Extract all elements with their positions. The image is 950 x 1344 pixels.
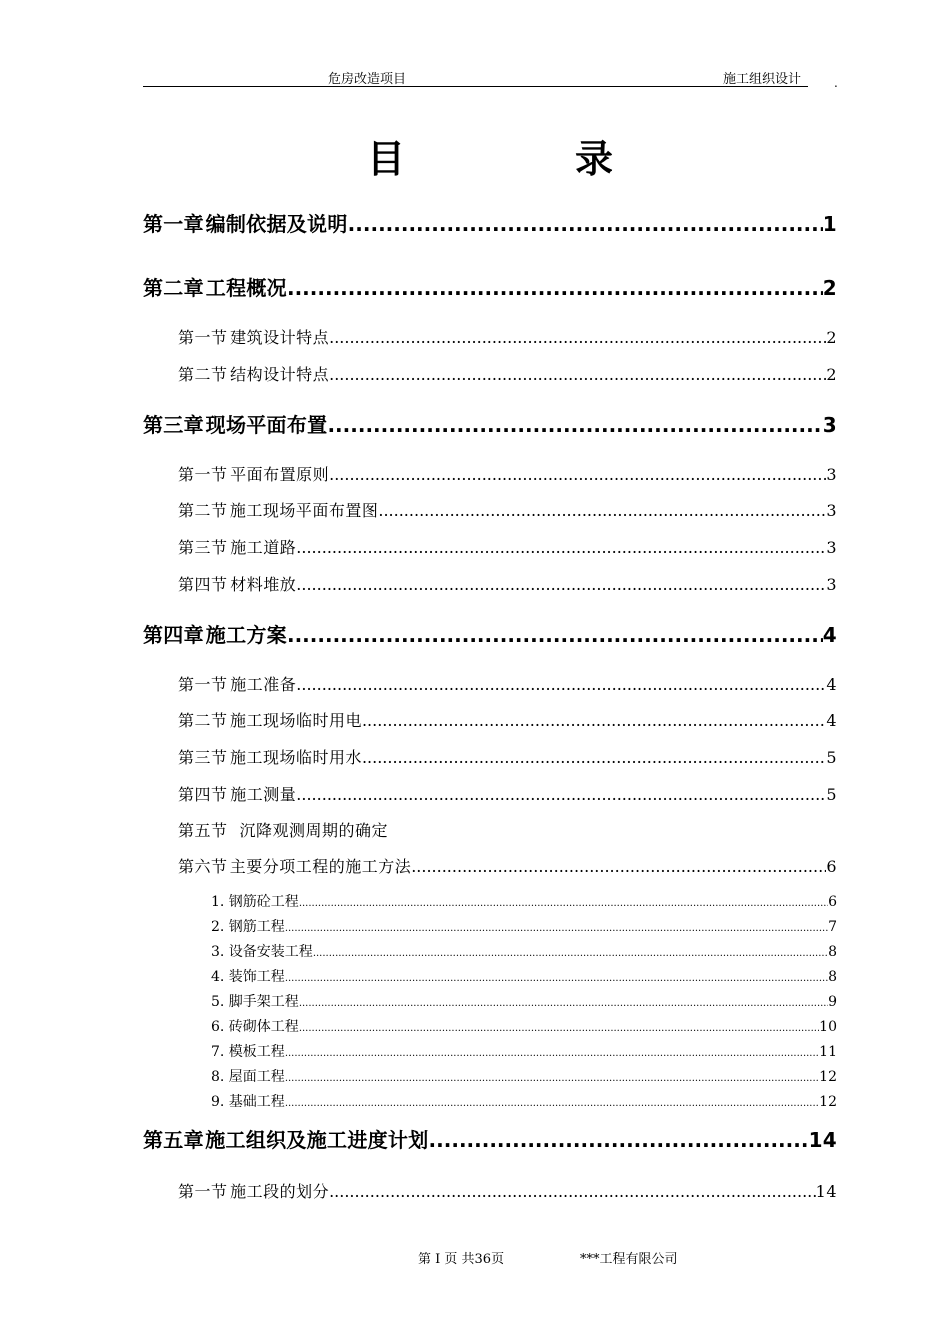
toc-chapter-4[interactable] — [143, 619, 837, 648]
toc-chapter-2[interactable] — [143, 272, 837, 301]
item-page-number: 10 — [819, 1019, 837, 1035]
toc-item[interactable] — [211, 1091, 837, 1111]
item-title: 8. 屋面工程 — [211, 1069, 285, 1085]
section-label: 第一节 — [178, 1182, 228, 1201]
dot-leader — [329, 1182, 816, 1201]
item-page-number: 7 — [828, 919, 837, 935]
section-title: 施工现场临时用水 — [229, 748, 362, 767]
dot-leader — [299, 1023, 819, 1034]
section-label: 第五节 — [178, 821, 228, 840]
item-page-number: 11 — [819, 1044, 837, 1060]
section-page-number: 2 — [826, 328, 837, 347]
header-rule — [143, 86, 808, 87]
dot-leader — [285, 923, 828, 934]
toc-section[interactable] — [178, 672, 837, 695]
section-title: 施工测量 — [230, 785, 297, 804]
toc-chapter-1[interactable] — [143, 208, 837, 237]
toc-section[interactable] — [178, 325, 837, 348]
section-page-number: 5 — [826, 785, 837, 804]
chapter-page-number: 2 — [822, 276, 837, 300]
section-label: 第二节 — [178, 365, 228, 384]
dot-leader — [296, 538, 826, 557]
dot-leader — [285, 1048, 819, 1059]
chapter-label: 第一章 — [143, 212, 204, 236]
dot-leader — [313, 948, 828, 959]
chapter-label: 第四章 — [143, 623, 204, 647]
item-title: 7. 模板工程 — [211, 1044, 285, 1060]
footer-company: ***工程有限公司 — [580, 1252, 678, 1267]
section-page-number: 3 — [826, 575, 837, 594]
chapter-label: 第五章 — [143, 1128, 204, 1152]
toc-title-char-2: 录 — [575, 137, 614, 181]
section-title: 平面布置原则 — [230, 465, 330, 484]
section-page-number: 3 — [826, 501, 837, 520]
dot-leader — [296, 675, 826, 694]
toc-section[interactable] — [178, 1179, 837, 1202]
section-title: 建筑设计特点 — [230, 328, 330, 347]
chapter-page-number: 4 — [822, 623, 837, 647]
dot-leader — [411, 857, 826, 876]
toc-chapter-3[interactable] — [143, 409, 837, 438]
section-page-number: 3 — [826, 538, 837, 557]
chapter-title: 施工方案 — [205, 623, 287, 647]
section-page-number: 3 — [826, 465, 837, 484]
item-title: 9. 基础工程 — [211, 1094, 285, 1110]
item-page-number: 8 — [828, 969, 837, 985]
dot-leader — [362, 711, 826, 730]
section-label: 第一节 — [178, 328, 228, 347]
dot-leader — [348, 212, 823, 236]
dot-leader — [329, 465, 826, 484]
section-title: 施工现场平面布置图 — [229, 501, 379, 520]
toc-section[interactable] — [178, 745, 837, 768]
section-label: 第三节 — [178, 748, 228, 767]
section-label: 第三节 — [178, 538, 228, 557]
section-title: 施工道路 — [230, 538, 297, 557]
chapter-page-number: 3 — [822, 413, 837, 437]
toc-section[interactable] — [178, 498, 837, 521]
section-page-number: 4 — [826, 711, 837, 730]
section-title: 结构设计特点 — [230, 365, 330, 384]
toc-section[interactable] — [178, 462, 837, 485]
toc-item[interactable] — [211, 1041, 837, 1061]
dot-leader — [285, 973, 828, 984]
header-mark: . — [834, 76, 838, 90]
toc-item[interactable] — [211, 891, 837, 911]
dot-leader — [327, 413, 822, 437]
section-title: 施工现场临时用电 — [229, 711, 362, 730]
chapter-page-number: 1 — [822, 212, 837, 236]
item-page-number: 6 — [828, 894, 837, 910]
toc-section[interactable] — [178, 818, 837, 841]
toc-item[interactable] — [211, 966, 837, 986]
header-project-name: 危房改造项目 — [328, 72, 407, 87]
toc-section[interactable] — [178, 782, 837, 805]
toc-item[interactable] — [211, 1066, 837, 1086]
section-title: 施工准备 — [230, 675, 297, 694]
toc-section[interactable] — [178, 362, 837, 385]
toc-chapter-5[interactable] — [143, 1124, 837, 1153]
dot-leader — [378, 501, 826, 520]
dot-leader — [287, 276, 823, 300]
section-page-number: 6 — [826, 857, 837, 876]
item-title: 1. 钢筋砼工程 — [211, 894, 299, 910]
section-label: 第二节 — [178, 501, 228, 520]
toc-section[interactable] — [178, 572, 837, 595]
section-page-number: 4 — [826, 675, 837, 694]
chapter-title: 工程概况 — [205, 276, 287, 300]
dot-leader — [299, 898, 828, 909]
item-page-number: 9 — [828, 994, 837, 1010]
section-label: 第六节 — [178, 857, 228, 876]
dot-leader — [296, 785, 826, 804]
section-page-number: 14 — [815, 1182, 837, 1201]
dot-leader — [285, 1073, 819, 1084]
chapter-title: 施工组织及施工进度计划 — [205, 1128, 429, 1152]
section-title: 施工段的划分 — [230, 1182, 330, 1201]
section-page-number: 5 — [826, 748, 837, 767]
toc-item[interactable] — [211, 991, 837, 1011]
toc-section[interactable] — [178, 535, 837, 558]
footer-page-info: 第 I 页 共36页 — [418, 1252, 505, 1267]
section-label: 第一节 — [178, 675, 228, 694]
dot-leader — [329, 328, 826, 347]
dot-leader — [285, 1098, 819, 1109]
section-label: 第二节 — [178, 711, 228, 730]
chapter-label: 第二章 — [143, 276, 204, 300]
chapter-label: 第三章 — [143, 413, 204, 437]
item-title: 5. 脚手架工程 — [211, 994, 299, 1010]
item-page-number: 12 — [819, 1094, 837, 1110]
section-title: 沉降观测周期的确定 — [239, 821, 389, 840]
toc-section[interactable] — [178, 854, 837, 877]
toc-title-char-1: 目 — [367, 137, 406, 181]
section-title: 材料堆放 — [230, 575, 297, 594]
dot-leader — [362, 748, 826, 767]
section-title: 主要分项工程的施工方法 — [229, 857, 412, 876]
toc-item[interactable] — [211, 1016, 837, 1036]
toc-item[interactable] — [211, 916, 837, 936]
dot-leader — [287, 623, 823, 647]
dot-leader — [429, 1128, 809, 1152]
section-label: 第一节 — [178, 465, 228, 484]
item-page-number: 8 — [828, 944, 837, 960]
toc-section[interactable] — [178, 708, 837, 731]
header-document-type: 施工组织设计 — [723, 72, 802, 87]
dot-leader — [296, 575, 826, 594]
section-label: 第四节 — [178, 785, 228, 804]
item-title: 4. 装饰工程 — [211, 969, 285, 985]
dot-leader — [299, 998, 828, 1009]
chapter-title: 现场平面布置 — [205, 413, 328, 437]
item-title: 2. 钢筋工程 — [211, 919, 285, 935]
item-title: 3. 设备安装工程 — [211, 944, 313, 960]
dot-leader — [329, 365, 826, 384]
item-page-number: 12 — [819, 1069, 837, 1085]
item-title: 6. 砖砌体工程 — [211, 1019, 299, 1035]
section-label: 第四节 — [178, 575, 228, 594]
section-page-number: 2 — [826, 365, 837, 384]
toc-item[interactable] — [211, 941, 837, 961]
chapter-page-number: 14 — [808, 1128, 837, 1152]
chapter-title: 编制依据及说明 — [205, 212, 348, 236]
